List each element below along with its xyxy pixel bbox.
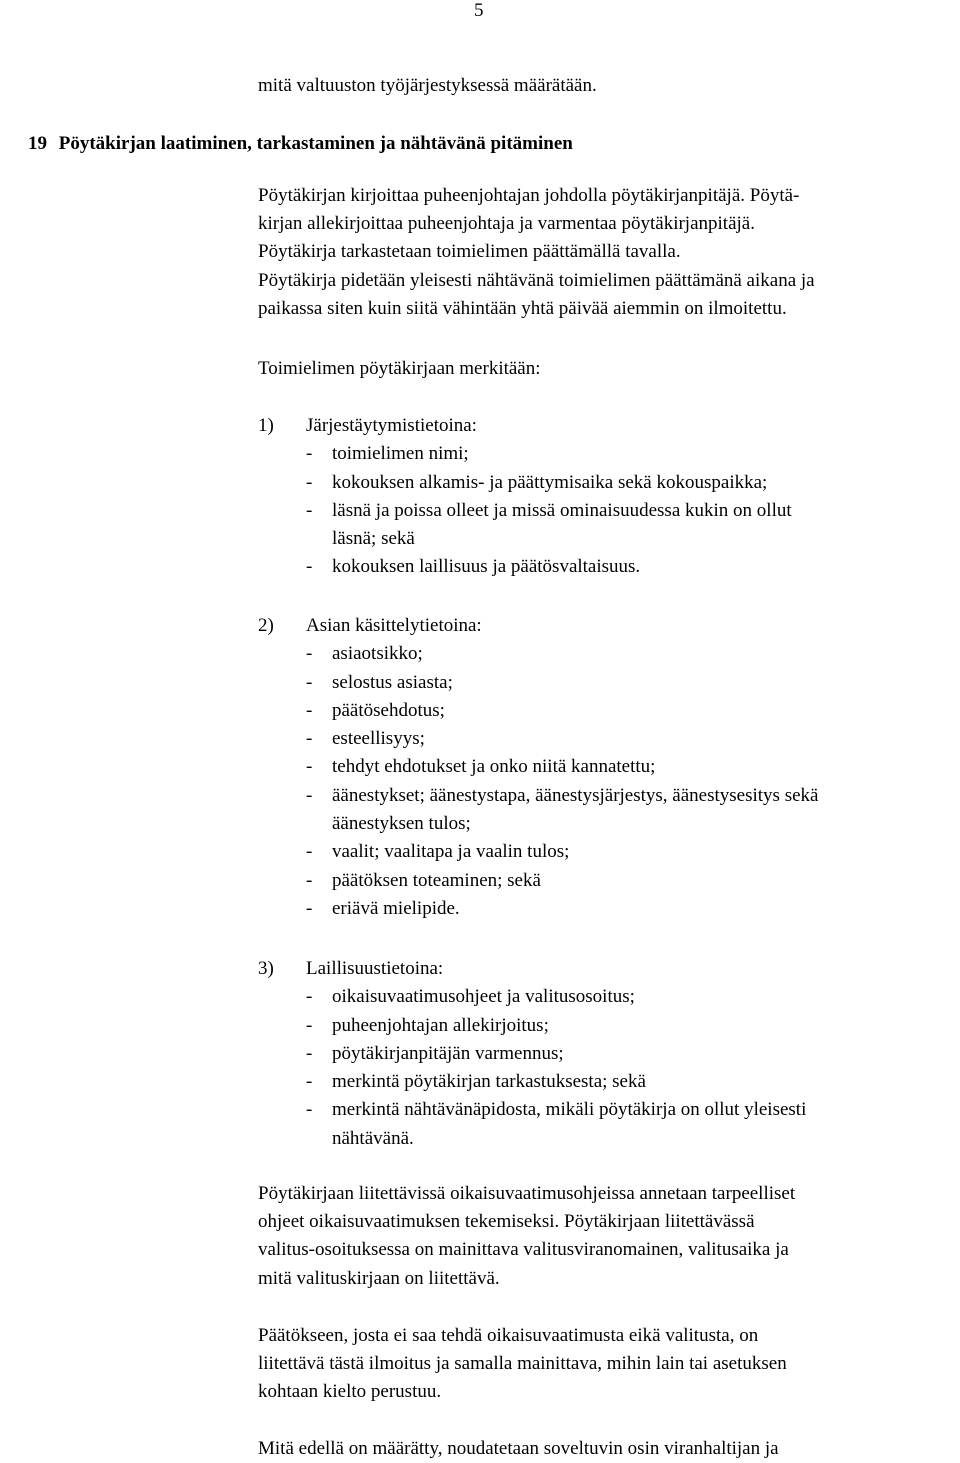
paragraph-1 — [258, 182, 958, 323]
paragraph-line: kirjan allekirjoittaa puheenjohtaja ja varmentaa pöytäkirjanpitäjä. — [258, 213, 755, 235]
list-item-text: läsnä ja poissa olleet ja missä ominaisuudessa kukin on ollut — [332, 499, 792, 521]
list-item-text: läsnä; sekä — [332, 528, 415, 550]
list-1 — [258, 412, 958, 582]
list-item-text: pöytäkirjanpitäjän varmennus; — [332, 1042, 564, 1064]
page-number: 5 — [474, 0, 484, 21]
list-item — [258, 697, 958, 725]
intro-line: mitä valtuuston työjärjestyksessä määrätään. — [258, 75, 597, 96]
dash-bullet: - — [306, 1071, 313, 1093]
paragraph-line: Pöytäkirja pidetään yleisesti nähtävänä toimielimen päättämänä aikana ja — [258, 269, 815, 291]
list-item — [258, 867, 958, 895]
dash-bullet: - — [306, 1014, 313, 1036]
list-title — [258, 412, 958, 440]
dash-bullet: - — [306, 699, 313, 721]
dash-bullet: - — [306, 986, 313, 1008]
list-item — [258, 1096, 958, 1153]
paragraph-line: ohjeet oikaisuvaatimuksen tekemiseksi. Pöytäkirjaan liitettävässä — [258, 1211, 755, 1233]
list-title-text: Laillisuustietoina: — [306, 958, 444, 979]
paragraph-line: valitus-osoituksessa on mainittava valitusviranomainen, valitusaika ja — [258, 1239, 789, 1261]
list-item-text: merkintä pöytäkirjan tarkastuksesta; sekä — [332, 1071, 646, 1093]
paragraph-3 — [258, 1322, 958, 1407]
list-item — [258, 895, 958, 923]
list-item — [258, 1012, 958, 1040]
list-item — [258, 753, 958, 781]
dash-bullet: - — [306, 1099, 313, 1121]
list-item — [258, 440, 958, 468]
list-item-text: vaalit; vaalitapa ja vaalin tulos; — [332, 841, 570, 863]
list-title-text: Asian käsittelytietoina: — [306, 615, 482, 636]
list-item — [258, 497, 958, 554]
list-item-text: päätöksen toteaminen; sekä — [332, 869, 541, 891]
list-item-text: selostus asiasta; — [332, 671, 453, 693]
list-3 — [258, 955, 958, 1153]
dash-bullet: - — [306, 841, 313, 863]
paragraph-line: Pöytäkirjaan liitettävissä oikaisuvaatimusohjeissa annetaan tarpeelliset — [258, 1183, 796, 1204]
list-item-text: kokouksen alkamis- ja päättymisaika sekä kokouspaikka; — [332, 471, 768, 493]
list-number: 1) — [258, 415, 274, 436]
paragraph-2 — [258, 1180, 958, 1293]
paragraph-line: Mitä edellä on määrätty, noudatetaan soveltuvin osin viranhaltijan ja — [258, 1438, 779, 1459]
list-item — [258, 838, 958, 866]
dash-bullet: - — [306, 556, 313, 578]
list-item-text: puheenjohtajan allekirjoitus; — [332, 1014, 549, 1036]
list-item-text: esteellisyys; — [332, 728, 425, 750]
section-title: Pöytäkirjan laatiminen, tarkastaminen ja nähtävänä pitäminen — [58, 133, 573, 154]
paragraph-line: Päätökseen, josta ei saa tehdä oikaisuvaatimusta eikä valitusta, on — [258, 1325, 759, 1346]
list-item — [258, 553, 958, 581]
section-number: 19 — [28, 133, 47, 154]
list-item-text: tehdyt ehdotukset ja onko niitä kannatettu; — [332, 756, 656, 778]
list-title — [258, 955, 958, 983]
list-item — [258, 983, 958, 1011]
list-title-text: Järjestäytymistietoina: — [306, 415, 477, 436]
dash-bullet: - — [306, 869, 313, 891]
dash-bullet: - — [306, 728, 313, 750]
list-item — [258, 469, 958, 497]
list-title — [258, 612, 958, 640]
list-item-text: äänestykset; äänestystapa, äänestysjärjestys, äänestysesitys sekä — [332, 784, 819, 806]
list-item — [258, 782, 958, 839]
paragraph-line: Pöytäkirja tarkastetaan toimielimen päättämällä tavalla. — [258, 241, 681, 263]
dash-bullet: - — [306, 643, 313, 665]
list-intro: Toimielimen pöytäkirjaan merkitään: — [258, 358, 541, 379]
list-item-text: oikaisuvaatimusohjeet ja valitusosoitus; — [332, 986, 635, 1008]
list-number: 3) — [258, 958, 274, 979]
dash-bullet: - — [306, 499, 313, 521]
list-item-text: eriävä mielipide. — [332, 897, 460, 919]
paragraph-line: paikassa siten kuin siitä vähintään yhtä päivää aiemmin on ilmoitettu. — [258, 297, 787, 319]
dash-bullet: - — [306, 671, 313, 693]
dash-bullet: - — [306, 897, 313, 919]
paragraph-line: mitä valituskirjaan on liitettävä. — [258, 1267, 500, 1289]
list-item-text: päätösehdotus; — [332, 699, 445, 721]
dash-bullet: - — [306, 784, 313, 806]
list-item-text: nähtävänä. — [332, 1127, 414, 1149]
dash-bullet: - — [306, 471, 313, 493]
section-heading — [28, 130, 573, 158]
paragraph-line: kohtaan kielto perustuu. — [258, 1381, 442, 1403]
paragraph-line: Pöytäkirjan kirjoittaa puheenjohtajan johdolla pöytäkirjanpitäjä. Pöytä- — [258, 185, 800, 206]
list-item-text: asiaotsikko; — [332, 643, 423, 665]
paragraph-4 — [258, 1435, 958, 1463]
list-item — [258, 669, 958, 697]
list-item-text: toimielimen nimi; — [332, 443, 469, 465]
list-item — [258, 1068, 958, 1096]
list-item-text: kokouksen laillisuus ja päätösvaltaisuus. — [332, 556, 641, 578]
paragraph-line: liitettävä tästä ilmoitus ja samalla mainittava, mihin lain tai asetuksen — [258, 1353, 787, 1375]
dash-bullet: - — [306, 756, 313, 778]
list-item — [258, 725, 958, 753]
list-number: 2) — [258, 615, 274, 636]
list-item-text: äänestyksen tulos; — [332, 813, 471, 835]
list-item-text: merkintä nähtävänäpidosta, mikäli pöytäkirja on ollut yleisesti — [332, 1099, 807, 1121]
list-item — [258, 640, 958, 668]
dash-bullet: - — [306, 443, 313, 465]
list-2 — [258, 612, 958, 923]
dash-bullet: - — [306, 1042, 313, 1064]
list-item — [258, 1040, 958, 1068]
